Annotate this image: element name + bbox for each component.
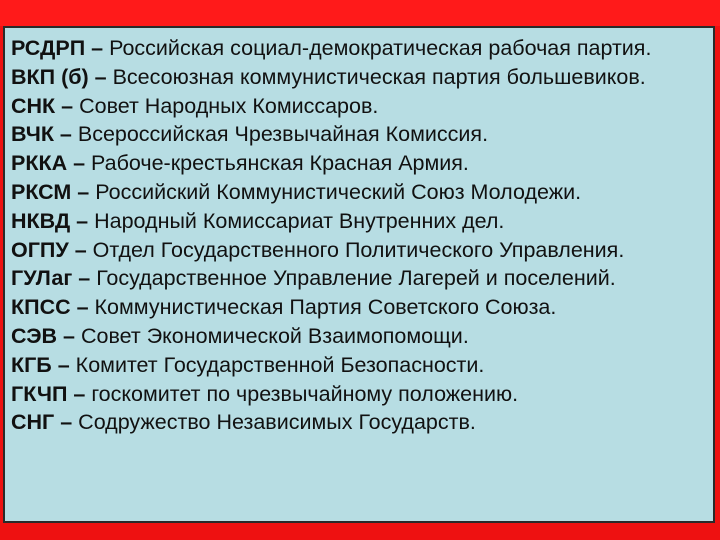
entry-abbreviation: ОГПУ – bbox=[11, 237, 87, 262]
entry-abbreviation: СНГ – bbox=[11, 410, 73, 435]
entry-abbreviation: НКВД – bbox=[11, 208, 89, 233]
entry-rkka bbox=[11, 149, 707, 178]
entry-definition: Содружество Независимых Государств. bbox=[72, 410, 476, 435]
entry-abbreviation: ГУЛаг – bbox=[11, 266, 91, 291]
entry-definition: госкомитет по чрезвычайному положению. bbox=[85, 381, 519, 406]
entry-kgb bbox=[11, 351, 707, 380]
entry-abbreviation: СЭВ – bbox=[11, 323, 75, 348]
entry-definition: Коммунистическая Партия Советского Союза. bbox=[88, 295, 557, 320]
entry-definition: Государственное Управление Лагерей и поселений. bbox=[90, 266, 616, 291]
entry-gkchp bbox=[11, 380, 707, 409]
entry-abbreviation: РКСМ – bbox=[11, 179, 90, 204]
entry-definition: Совет Народных Комиссаров. bbox=[73, 93, 379, 118]
entry-abbreviation: ГКЧП – bbox=[11, 381, 86, 406]
entry-abbreviation: КПСС – bbox=[11, 295, 89, 320]
entry-abbreviation: КГБ – bbox=[11, 352, 70, 377]
entry-sng bbox=[11, 408, 707, 437]
entry-definition: Рабоче-крестьянская Красная Армия. bbox=[85, 151, 469, 176]
entry-abbreviation: ВЧК – bbox=[11, 122, 72, 147]
abbreviations-panel bbox=[3, 26, 715, 523]
entry-definition: Российский Коммунистический Союз Молодежи. bbox=[89, 179, 582, 204]
entry-definition: Всесоюзная коммунистическая партия большевиков. bbox=[106, 64, 646, 89]
entry-abbreviation: РККА – bbox=[11, 151, 86, 176]
entry-definition: Совет Экономической Взаимопомощи. bbox=[75, 323, 469, 348]
entry-ogpu bbox=[11, 236, 707, 265]
entry-rsdrp bbox=[11, 34, 707, 63]
entry-abbreviation: СНК – bbox=[11, 93, 74, 118]
entry-snk bbox=[11, 92, 707, 121]
entry-definition: Российская социал-демократическая рабочая партия. bbox=[103, 36, 652, 60]
top-red-band bbox=[0, 0, 720, 26]
entry-abbreviation: РСДРП – bbox=[11, 36, 104, 60]
entry-nkvd bbox=[11, 207, 707, 236]
entry-definition: Комитет Государственной Безопасности. bbox=[69, 352, 485, 377]
entry-rksm bbox=[11, 178, 707, 207]
entry-kpss bbox=[11, 293, 707, 322]
entry-vchk bbox=[11, 120, 707, 149]
entry-vkpb bbox=[11, 63, 707, 92]
entry-abbreviation: ВКП (б) – bbox=[11, 64, 107, 89]
entry-definition: Народный Комиссариат Внутренних дел. bbox=[88, 208, 505, 233]
entry-sev bbox=[11, 322, 707, 351]
entry-definition: Всероссийская Чрезвычайная Комиссия. bbox=[71, 122, 489, 147]
entry-definition: Отдел Государственного Политического Управления. bbox=[86, 237, 625, 262]
entry-gulag bbox=[11, 264, 707, 293]
bottom-red-band bbox=[0, 524, 720, 540]
